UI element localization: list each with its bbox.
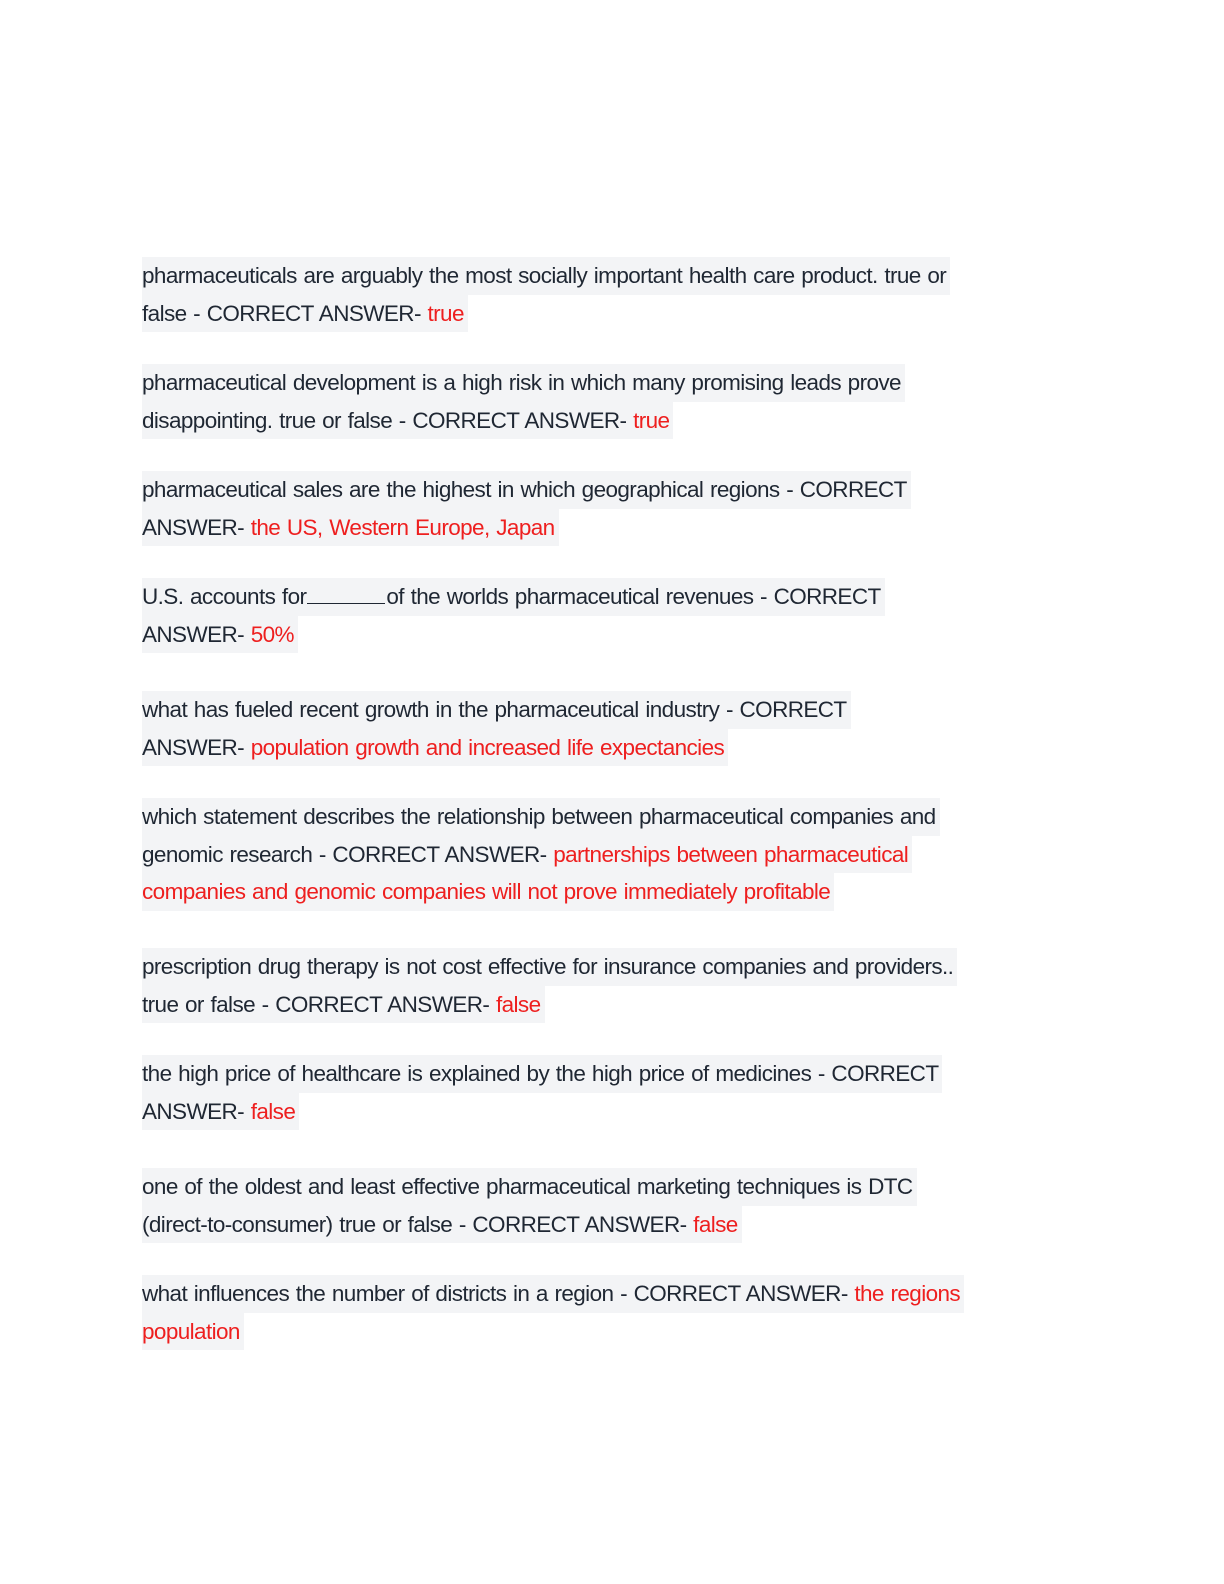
qa-item-6 xyxy=(142,798,1042,911)
question-text: (direct-to-consumer) true or false - xyxy=(142,1211,473,1237)
qa-item-7 xyxy=(142,948,1042,1023)
question-text: pharmaceuticals are arguably the most socially important health care product. true or xyxy=(142,257,950,295)
answer-label: CORRECT ANSWER- xyxy=(206,300,421,326)
question-text: of the worlds pharmaceutical revenues - CORRECT xyxy=(386,584,881,609)
question-text: true or false - xyxy=(142,991,276,1017)
question-text: U.S. accounts for xyxy=(142,584,307,609)
question-text: false - xyxy=(142,300,207,326)
answer-text: population growth and increased life expectancies xyxy=(250,734,725,760)
question-text: pharmaceutical sales are the highest in which geographical regions - CORRECT xyxy=(142,471,911,509)
qa-item-5 xyxy=(142,691,1042,766)
qa-item-1 xyxy=(142,257,1042,332)
question-text: prescription drug therapy is not cost effective for insurance companies and providers.. xyxy=(142,948,957,986)
answer-text: false xyxy=(693,1211,738,1237)
question-text: genomic research - CORRECT ANSWER- xyxy=(142,841,554,867)
answer-text: the regions xyxy=(854,1281,961,1306)
question-text: the high price of healthcare is explained by the high price of medicines - CORRECT xyxy=(142,1055,942,1093)
qa-item-9 xyxy=(142,1168,1042,1243)
question-text: ANSWER- xyxy=(142,514,251,540)
question-text: ANSWER- xyxy=(142,734,251,760)
answer-text: population xyxy=(142,1318,240,1344)
question-text: which statement describes the relationship between pharmaceutical companies and xyxy=(142,798,940,836)
answer-label: CORRECT ANSWER- xyxy=(412,407,627,433)
qa-item-10 xyxy=(142,1275,1042,1350)
qa-item-3 xyxy=(142,471,1042,546)
answer-text: 50% xyxy=(250,621,294,647)
question-text: what has fueled recent growth in the pharmaceutical industry - CORRECT xyxy=(142,691,851,729)
answer-label: CORRECT ANSWER- xyxy=(472,1211,687,1237)
answer-text: the US, Western Europe, Japan xyxy=(250,514,555,540)
answer-text: true xyxy=(427,300,464,326)
answer-text: false xyxy=(495,991,541,1017)
answer-text: true xyxy=(633,407,670,433)
question-text: ANSWER- xyxy=(142,1098,251,1124)
fill-in-blank xyxy=(307,583,385,604)
answer-text: partnerships between pharmaceutical xyxy=(553,841,909,867)
qa-item-4 xyxy=(142,578,1042,653)
answer-text: companies and genomic companies will not prove immediately profitable xyxy=(142,879,831,904)
answer-text: false xyxy=(250,1098,296,1124)
question-text: one of the oldest and least effective pharmaceutical marketing techniques is DTC xyxy=(142,1168,917,1206)
qa-item-8 xyxy=(142,1055,1042,1130)
answer-label: CORRECT ANSWER- xyxy=(275,991,490,1017)
question-text: what influences the number of districts in a region - CORRECT ANSWER- xyxy=(142,1281,855,1306)
qa-item-2 xyxy=(142,364,1042,439)
question-text: ANSWER- xyxy=(142,621,251,647)
question-text: pharmaceutical development is a high risk in which many promising leads prove xyxy=(142,364,905,402)
question-text: disappointing. true or false - xyxy=(142,407,413,433)
